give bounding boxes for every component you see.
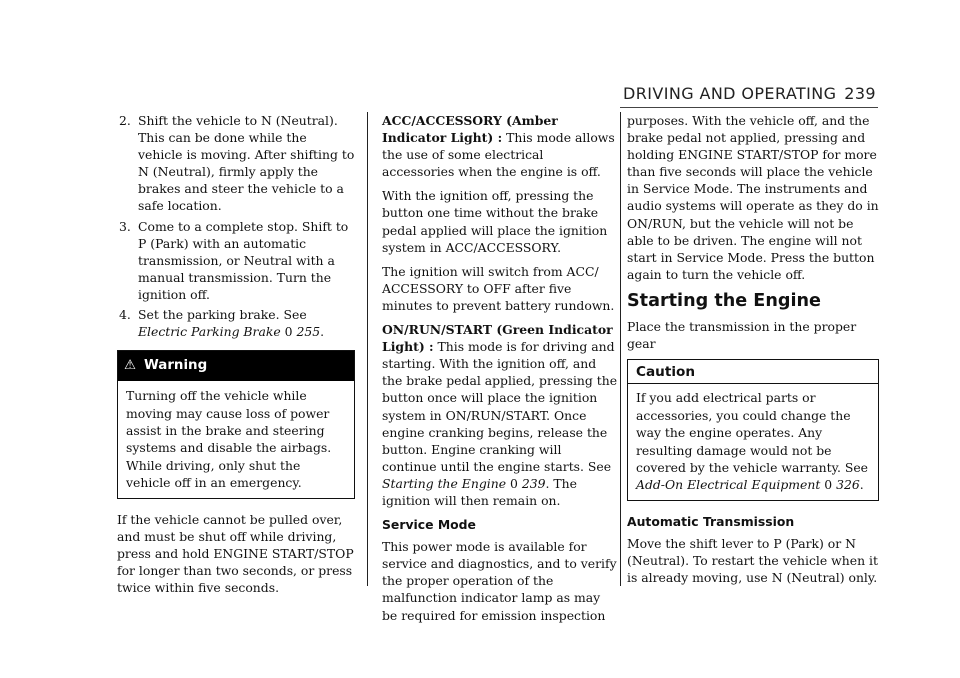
- list-item: [117, 112, 355, 215]
- paragraph: The ignition will switch from ACC/ ACCESSORY to OFF after five minutes to prevent battery rundown.: [382, 263, 615, 313]
- column-divider-1: [367, 112, 368, 586]
- step-text: Shift the vehicle to N (Neutral). This can be done while the vehicle is moving. After shifting to N (Neutral), firmly apply the brakes and steer the vehicle to a safe location.: [138, 113, 355, 214]
- cross-reference-link[interactable]: Add-On Electrical Equipment: [636, 477, 821, 493]
- section-title: DRIVING AND OPERATING: [623, 84, 837, 103]
- page-ref-arrow: 0: [284, 324, 293, 340]
- page-ref-arrow: 0: [824, 477, 833, 493]
- on-end: . The ignition will then remain on.: [382, 475, 577, 508]
- warning-box: [117, 350, 355, 498]
- warning-body: Turning off the vehicle while moving may cause loss of power assist in the brake and steering systems and disable the airbags. While driving, only shut the vehicle off in an emergency.: [126, 388, 332, 491]
- page-ref-number[interactable]: 326: [836, 477, 860, 493]
- page-ref-number[interactable]: 239: [521, 475, 546, 491]
- page-header: [620, 82, 878, 106]
- on-text: This mode is for driving and starting. With the ignition off, and the brake pedal applied, pressing the button once will place the ignition system in ON/RUN/START. Once engine cranking begins, release the button. Engine cranking will continue until the engine starts. See: [382, 339, 618, 474]
- page-ref-number[interactable]: 255: [296, 324, 321, 340]
- paragraph: purposes. With the vehicle off, and the brake pedal not applied, pressing and holding ENGINE START/STOP for more than five seconds will place the vehicle in Service Mode. The instruments and audio systems will operate as they do in ON/RUN, but the vehicle will not be able to be driven. The engine will not start in Service Mode. Press the button again to turn the vehicle off.: [627, 113, 879, 282]
- caution-body: [628, 384, 878, 499]
- paragraph: With the ignition off, pressing the button one time without the brake pedal applied will place the ignition system in ACC/ACCESSORY.: [382, 188, 608, 255]
- acc-text: This mode allows the use of some electrical accessories when the engine is off.: [382, 130, 615, 180]
- caution-title: Caution: [628, 360, 878, 384]
- step-number: 3.: [119, 218, 131, 234]
- subsection-heading: Automatic Transmission: [627, 513, 795, 529]
- on-term: ON/RUN/START (Green Indicator Light) :: [382, 322, 613, 355]
- caution-end: .: [859, 477, 864, 493]
- service-mode-heading: Service Mode: [382, 517, 476, 533]
- cross-reference-link[interactable]: Starting the Engine: [382, 475, 507, 491]
- step-number: 2.: [119, 113, 131, 128]
- paragraph: If the vehicle cannot be pulled over, and must be shut off while driving, press and hold ENGINE START/STOP for longer than two seconds, or press twice within five seconds.: [117, 511, 354, 596]
- column-1: [117, 112, 355, 603]
- caution-box: [627, 359, 879, 501]
- column-2: [382, 112, 618, 631]
- paragraph: This power mode is available for service and diagnostics, and to verify the proper operation of the malfunction indicator lamp as may be required for emission inspection: [382, 539, 617, 623]
- steps-list: [117, 112, 355, 340]
- column-3: [627, 112, 879, 593]
- column-divider-2: [620, 112, 621, 586]
- warning-title: Warning: [144, 358, 208, 374]
- step-text: Set the parking brake. See: [138, 307, 307, 323]
- page-number: 239: [844, 84, 876, 103]
- step-number: 4.: [119, 307, 131, 323]
- section-heading: Starting the Engine: [627, 290, 821, 311]
- warning-title-bar: [118, 351, 354, 381]
- paragraph: Move the shift lever to P (Park) or N (Neutral). To restart the vehicle when it is already moving, use N (Neutral) only.: [627, 535, 878, 586]
- step-end: .: [320, 324, 325, 340]
- paragraph: Place the transmission in the proper gear: [627, 319, 857, 352]
- acc-term: ACC/ACCESSORY (Amber Indicator Light) :: [382, 113, 558, 146]
- step-text: Come to a complete stop. Shift to P (Park) with an automatic transmission, or Neutral with a manual transmission. Turn the ignition off.: [138, 218, 349, 302]
- page-ref-arrow: 0: [510, 475, 518, 491]
- list-item: [117, 306, 355, 340]
- warning-icon: ⚠: [124, 358, 137, 374]
- on-paragraph: [382, 321, 618, 509]
- header-rule: [620, 107, 878, 108]
- cross-reference-link[interactable]: Electric Parking Brake: [138, 324, 281, 340]
- caution-text: If you add electrical parts or accessories, you could change the way the engine operates. Any resulting damage would not be covered by the vehicle warranty. See: [636, 390, 868, 475]
- list-item: [117, 218, 355, 303]
- acc-paragraph: [382, 112, 618, 180]
